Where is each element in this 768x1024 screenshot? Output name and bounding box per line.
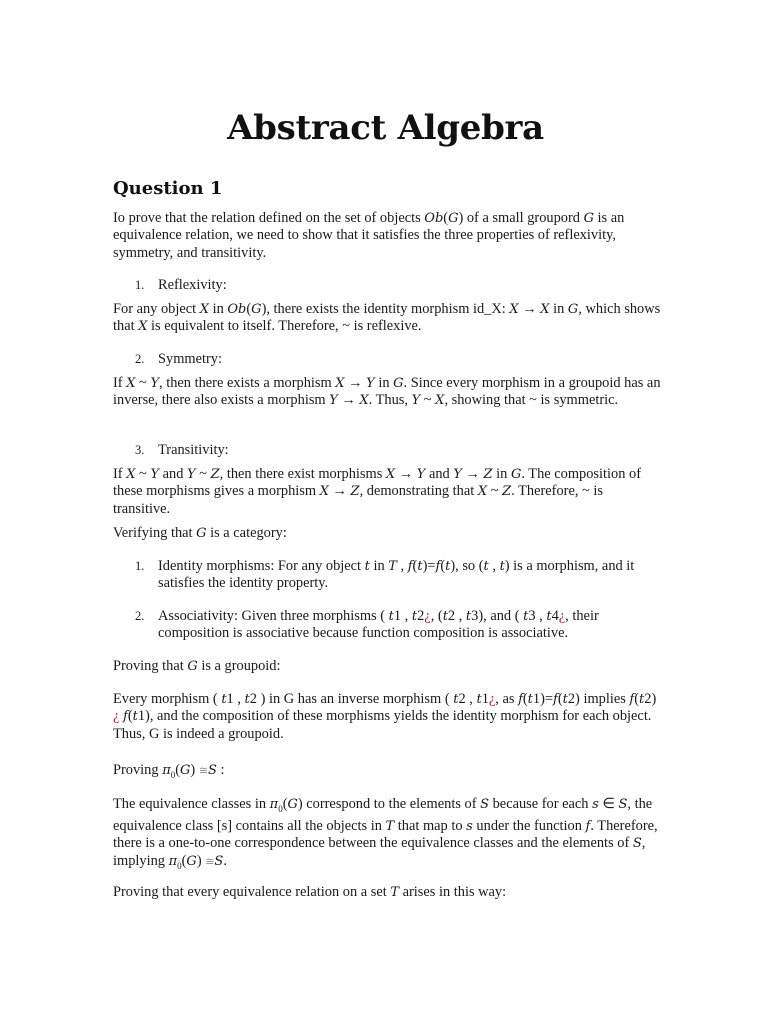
- reflexivity-paragraph: For any object X in Ob(G), there exists the identity morphism id_X: X → X in G, which shows that X is equivalent to itself. Therefore, ~ is reflexive.: [113, 301, 661, 335]
- list-number: 2.: [135, 609, 145, 623]
- associativity-text: Associativity: Given three morphisms ( t1 , t2¿, (t2 , t3), and ( t3 , t4¿, their composition is associative because function composition is associative.: [158, 608, 599, 642]
- list-label: Symmetry:: [158, 351, 222, 367]
- symmetry-paragraph: If X ~ Y, then there exists a morphism X → Y in G. Since every morphism in a groupoid has an inverse, there also exists a morphism Y → X. Thus, Y ~ X, showing that ~ is symmetric.: [113, 375, 661, 409]
- intro-paragraph: Io prove that the relation defined on the set of objects Ob(G) of a small groupord G is an equivalence relation, we need to show that it satisfies the three properties of reflexivity, symmetry, and transitivity.: [113, 210, 625, 261]
- list-number: 1.: [135, 278, 145, 292]
- groupoid-heading: Proving that G is a groupoid:: [113, 658, 281, 674]
- list-number: 2.: [135, 352, 145, 366]
- document-title: Abstract Algebra: [227, 108, 544, 148]
- list-item-associativity: [135, 608, 658, 648]
- transitivity-paragraph: If X ~ Y and Y ~ Z, then there exist morphisms X → Y and Y → Z in G. The composition of these morphisms gives a morphism X → Z, demonstrating that X ~ Z. Therefore, ~ is transitive.: [113, 466, 642, 517]
- list-number: 3.: [135, 443, 145, 457]
- pi0-paragraph: The equivalence classes in $\pi_0(G)$ correspond to the elements of S because for each s ∈ S, the equivalence class [s] contains all the objects in T that map to s under the function f. Therefore, there is a one-to-one correspondence between the equivalence classes and the elements of S, implying $\pi_0(G)$ ≅S.: [113, 796, 658, 871]
- final-heading: Proving that every equivalence relation on a set T arises in this way:: [113, 884, 507, 900]
- category-heading: Verifying that G is a category:: [113, 525, 287, 541]
- identity-text: Identity morphisms: For any object t in T , f(t)=f(t), so (t , t) is a morphism, and it satisfies the identity property.: [158, 558, 635, 592]
- list-number: 1.: [135, 559, 145, 573]
- groupoid-paragraph: Every morphism ( t1 , t2 ) in G has an inverse morphism ( t2 , t1¿, as f(t1)=f(t2) implies f(t2) ¿ f(t1), and the composition of these morphisms yields the identity morphism for each object. Thus, G is indeed a groupoid.: [113, 691, 657, 742]
- pi0-heading: Proving $\pi_0(G)$ ≅S :: [113, 762, 225, 780]
- question-heading: Question 1: [113, 178, 223, 199]
- list-label: Reflexivity:: [158, 277, 227, 293]
- list-item-identity: [135, 558, 658, 598]
- list-label: Transitivity:: [158, 442, 229, 458]
